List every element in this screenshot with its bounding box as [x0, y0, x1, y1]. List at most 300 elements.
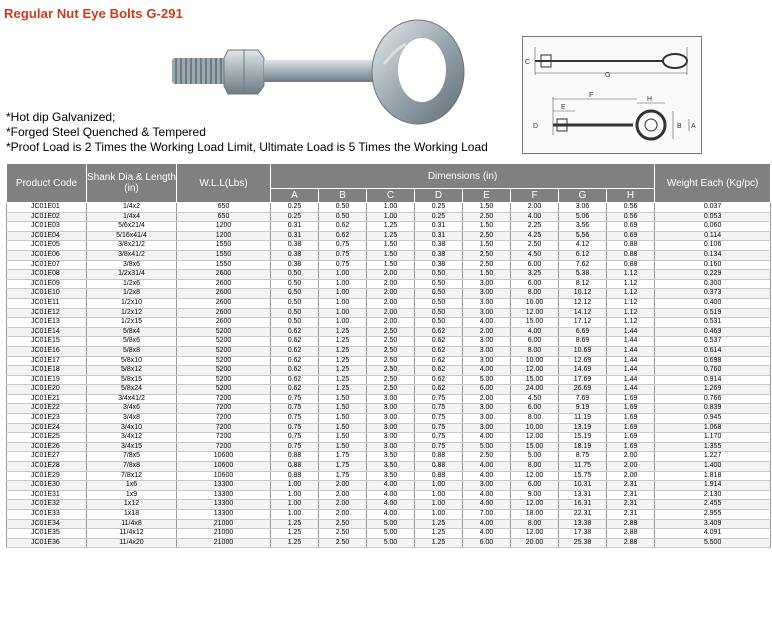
- table-cell: 0.88: [607, 260, 655, 270]
- table-cell: 10.12: [559, 289, 607, 299]
- table-cell: 650: [177, 203, 271, 213]
- table-cell: 1.00: [415, 500, 463, 510]
- table-cell: 5/8x6: [87, 337, 177, 347]
- table-cell: 13300: [177, 510, 271, 520]
- table-cell: 1.25: [319, 337, 367, 347]
- table-cell: 3.00: [463, 356, 511, 366]
- header-weight: Weight Each (Kg/pc): [655, 164, 771, 203]
- table-cell: 2.88: [607, 529, 655, 539]
- table-cell: 5/8x24: [87, 385, 177, 395]
- table-cell: 10600: [177, 462, 271, 472]
- table-cell: 1.00: [415, 481, 463, 491]
- table-cell: 15.19: [559, 433, 607, 443]
- table-cell: 1.69: [607, 404, 655, 414]
- table-cell: 3.00: [367, 394, 415, 404]
- table-cell: 1.12: [607, 289, 655, 299]
- table-cell: JC01E35: [7, 529, 87, 539]
- table-cell: 2.00: [463, 394, 511, 404]
- table-cell: 5.56: [559, 231, 607, 241]
- table-cell: 3.00: [367, 404, 415, 414]
- table-cell: 2.00: [367, 270, 415, 280]
- table-cell: 2.00: [319, 510, 367, 520]
- table-cell: 13300: [177, 481, 271, 491]
- table-cell: 0.229: [655, 270, 771, 280]
- table-cell: 0.50: [319, 212, 367, 222]
- table-cell: 1.25: [319, 356, 367, 366]
- table-cell: 2.50: [367, 385, 415, 395]
- table-cell: 0.62: [415, 356, 463, 366]
- table-cell: 0.300: [655, 279, 771, 289]
- table-cell: 0.75: [271, 433, 319, 443]
- table-cell: JC01E29: [7, 471, 87, 481]
- table-cell: 0.38: [271, 241, 319, 251]
- table-cell: 13.19: [559, 423, 607, 433]
- table-cell: 0.75: [415, 423, 463, 433]
- table-cell: 3.00: [463, 279, 511, 289]
- table-cell: JC01E36: [7, 538, 87, 548]
- table-cell: 0.88: [271, 452, 319, 462]
- table-row: [7, 423, 771, 433]
- table-cell: 5.00: [463, 375, 511, 385]
- table-cell: 2.50: [367, 346, 415, 356]
- table-cell: 3/4x10: [87, 423, 177, 433]
- table-row: [7, 404, 771, 414]
- table-cell: 0.75: [271, 414, 319, 424]
- table-cell: 5200: [177, 366, 271, 376]
- table-cell: 7.00: [463, 510, 511, 520]
- table-cell: 7200: [177, 394, 271, 404]
- table-cell: 3/4x12: [87, 433, 177, 443]
- table-cell: 3.00: [463, 308, 511, 318]
- table-cell: 1200: [177, 222, 271, 232]
- note-forged: *Forged Steel Quenched & Tempered: [6, 125, 206, 139]
- table-cell: 3.00: [367, 414, 415, 424]
- table-cell: 17.69: [559, 375, 607, 385]
- table-cell: 1.170: [655, 433, 771, 443]
- table-cell: 3/4x6: [87, 404, 177, 414]
- header-dim-d: D: [415, 189, 463, 203]
- table-cell: 3.00: [463, 423, 511, 433]
- table-cell: 14.69: [559, 366, 607, 376]
- table-cell: 0.62: [415, 337, 463, 347]
- dimension-drawing: [522, 36, 702, 154]
- table-row: [7, 203, 771, 213]
- table-cell: 0.060: [655, 222, 771, 232]
- table-cell: 3.00: [463, 298, 511, 308]
- table-cell: 4.00: [367, 481, 415, 491]
- table-row: [7, 442, 771, 452]
- table-cell: 1.00: [319, 289, 367, 299]
- header-wll: W.L.L(Lbs): [177, 164, 271, 203]
- table-row: [7, 490, 771, 500]
- table-cell: 2.50: [367, 366, 415, 376]
- table-cell: 0.50: [415, 289, 463, 299]
- table-cell: 1.69: [607, 394, 655, 404]
- table-row: [7, 452, 771, 462]
- table-cell: 3.25: [511, 270, 559, 280]
- table-cell: 2.88: [607, 538, 655, 548]
- table-cell: 1.69: [607, 442, 655, 452]
- table-cell: 0.62: [415, 375, 463, 385]
- table-cell: 0.160: [655, 260, 771, 270]
- table-cell: 1.44: [607, 327, 655, 337]
- table-cell: 7/8x5: [87, 452, 177, 462]
- table-cell: JC01E26: [7, 442, 87, 452]
- table-cell: 1.12: [607, 298, 655, 308]
- table-cell: JC01E14: [7, 327, 87, 337]
- table-cell: 0.114: [655, 231, 771, 241]
- table-cell: JC01E24: [7, 423, 87, 433]
- table-row: [7, 538, 771, 548]
- table-cell: 16.31: [559, 500, 607, 510]
- table-cell: 7/8x12: [87, 471, 177, 481]
- table-cell: 6.00: [463, 385, 511, 395]
- table-cell: 0.69: [607, 222, 655, 232]
- table-cell: 1.44: [607, 337, 655, 347]
- table-cell: 2.00: [463, 327, 511, 337]
- table-cell: 13.31: [559, 490, 607, 500]
- table-cell: JC01E22: [7, 404, 87, 414]
- eye-bolt-table: [6, 163, 771, 548]
- table-cell: 3.50: [367, 471, 415, 481]
- table-cell: 8.00: [511, 346, 559, 356]
- table-cell: 5200: [177, 346, 271, 356]
- table-cell: 1.50: [319, 423, 367, 433]
- table-cell: 2.25: [511, 222, 559, 232]
- header-dimensions: Dimensions (in): [271, 164, 655, 189]
- table-cell: 0.75: [271, 442, 319, 452]
- table-cell: 4.00: [463, 500, 511, 510]
- table-cell: 1.44: [607, 375, 655, 385]
- table-cell: 0.50: [271, 318, 319, 328]
- table-cell: 10600: [177, 452, 271, 462]
- table-cell: JC01E12: [7, 308, 87, 318]
- table-cell: 3/4x15: [87, 442, 177, 452]
- table-cell: 18.19: [559, 442, 607, 452]
- table-cell: 0.38: [415, 260, 463, 270]
- table-cell: 7200: [177, 442, 271, 452]
- table-cell: 0.50: [271, 308, 319, 318]
- table-cell: 1.25: [415, 519, 463, 529]
- table-row: [7, 366, 771, 376]
- table-cell: 17.38: [559, 529, 607, 539]
- table-cell: 2.50: [463, 250, 511, 260]
- table-row: [7, 318, 771, 328]
- table-cell: 7200: [177, 433, 271, 443]
- table-cell: 5.06: [559, 212, 607, 222]
- table-cell: 0.75: [319, 260, 367, 270]
- table-cell: 5200: [177, 327, 271, 337]
- table-cell: 5/8x15: [87, 375, 177, 385]
- table-cell: 0.62: [415, 346, 463, 356]
- header-dim-g: G: [559, 189, 607, 203]
- table-cell: 1.00: [271, 490, 319, 500]
- table-cell: 10.31: [559, 481, 607, 491]
- header-dim-c: C: [367, 189, 415, 203]
- table-cell: 2.00: [319, 490, 367, 500]
- table-cell: 650: [177, 212, 271, 222]
- table-row: [7, 260, 771, 270]
- table-cell: 1.69: [607, 423, 655, 433]
- table-cell: 5200: [177, 356, 271, 366]
- table-row: [7, 212, 771, 222]
- table-cell: 2.50: [463, 231, 511, 241]
- table-cell: 3/4x41/2: [87, 394, 177, 404]
- table-cell: 0.75: [271, 394, 319, 404]
- table-cell: 0.75: [415, 433, 463, 443]
- table-cell: 2600: [177, 289, 271, 299]
- table-cell: 0.88: [607, 241, 655, 251]
- table-cell: 6.69: [559, 327, 607, 337]
- table-cell: 1.50: [463, 203, 511, 213]
- table-cell: 0.75: [271, 423, 319, 433]
- table-cell: 12.00: [511, 366, 559, 376]
- table-cell: 1.69: [607, 433, 655, 443]
- table-cell: 4.00: [367, 490, 415, 500]
- table-cell: 7200: [177, 404, 271, 414]
- table-cell: 4.00: [463, 519, 511, 529]
- table-cell: 0.62: [271, 385, 319, 395]
- table-cell: 0.839: [655, 404, 771, 414]
- table-cell: 3.00: [367, 433, 415, 443]
- table-cell: 0.760: [655, 366, 771, 376]
- table-cell: 1/2x10: [87, 298, 177, 308]
- table-cell: 1.50: [367, 241, 415, 251]
- table-cell: 1.00: [271, 510, 319, 520]
- table-cell: 5.00: [367, 519, 415, 529]
- table-cell: 5/8x10: [87, 356, 177, 366]
- table-cell: 7.62: [559, 260, 607, 270]
- table-cell: 0.698: [655, 356, 771, 366]
- table-cell: 13300: [177, 490, 271, 500]
- table-cell: 5/16x41/4: [87, 231, 177, 241]
- table-cell: 0.62: [271, 375, 319, 385]
- table-cell: 1x9: [87, 490, 177, 500]
- table-cell: 0.469: [655, 327, 771, 337]
- table-cell: 0.88: [415, 462, 463, 472]
- page-title: Regular Nut Eye Bolts G-291: [4, 6, 183, 21]
- table-cell: 0.38: [271, 250, 319, 260]
- note-galvanized: *Hot dip Galvanized;: [6, 110, 116, 124]
- table-row: [7, 529, 771, 539]
- table-cell: JC01E28: [7, 462, 87, 472]
- table-cell: 0.50: [271, 270, 319, 280]
- table-cell: 3.50: [367, 452, 415, 462]
- table-cell: 2.50: [511, 241, 559, 251]
- table-cell: 1.44: [607, 356, 655, 366]
- table-row: [7, 433, 771, 443]
- header-dim-h: H: [607, 189, 655, 203]
- header-dim-e: E: [463, 189, 511, 203]
- table-cell: 1.12: [607, 308, 655, 318]
- table-cell: 1.25: [415, 529, 463, 539]
- table-cell: 2600: [177, 318, 271, 328]
- table-row: [7, 510, 771, 520]
- table-cell: 1.269: [655, 385, 771, 395]
- table-cell: 21000: [177, 519, 271, 529]
- table-cell: 0.945: [655, 414, 771, 424]
- table-cell: 6.00: [511, 260, 559, 270]
- table-cell: 10.00: [511, 423, 559, 433]
- table-cell: 1.00: [319, 298, 367, 308]
- table-cell: 1.50: [463, 270, 511, 280]
- table-cell: 3/8x6: [87, 260, 177, 270]
- header-dim-a: A: [271, 189, 319, 203]
- table-cell: 5/8x8: [87, 346, 177, 356]
- table-cell: 1.00: [415, 490, 463, 500]
- table-cell: 4.00: [463, 490, 511, 500]
- table-cell: 3.56: [559, 222, 607, 232]
- table-cell: 0.25: [271, 203, 319, 213]
- table-cell: 3.00: [463, 337, 511, 347]
- table-cell: 0.537: [655, 337, 771, 347]
- table-cell: 15.00: [511, 375, 559, 385]
- table-cell: 2.50: [367, 356, 415, 366]
- table-cell: 15.00: [511, 442, 559, 452]
- table-cell: 0.766: [655, 394, 771, 404]
- table-cell: 11/4x8: [87, 519, 177, 529]
- table-cell: 15.00: [511, 318, 559, 328]
- table-cell: 2.955: [655, 510, 771, 520]
- table-cell: JC01E08: [7, 270, 87, 280]
- table-cell: 0.50: [415, 318, 463, 328]
- table-cell: 4.00: [463, 433, 511, 443]
- table-cell: 1.25: [271, 529, 319, 539]
- table-cell: 1.00: [319, 308, 367, 318]
- table-cell: 2.00: [319, 500, 367, 510]
- table-cell: 5.00: [511, 452, 559, 462]
- table-row: [7, 375, 771, 385]
- table-cell: 1.00: [271, 500, 319, 510]
- table-cell: 1.25: [319, 385, 367, 395]
- table-row: [7, 481, 771, 491]
- table-cell: 2.50: [367, 327, 415, 337]
- table-row: [7, 231, 771, 241]
- table-cell: 0.25: [415, 203, 463, 213]
- table-cell: 0.50: [319, 203, 367, 213]
- table-cell: 12.00: [511, 529, 559, 539]
- table-cell: 2600: [177, 270, 271, 280]
- table-row: [7, 337, 771, 347]
- table-row: [7, 250, 771, 260]
- table-cell: 11/4x12: [87, 529, 177, 539]
- table-cell: JC01E01: [7, 203, 87, 213]
- table-cell: 25.38: [559, 538, 607, 548]
- table-cell: 1.25: [415, 538, 463, 548]
- table-cell: 0.62: [271, 356, 319, 366]
- table-cell: 4.00: [463, 471, 511, 481]
- table-cell: 4.00: [463, 318, 511, 328]
- table-cell: 6.00: [511, 404, 559, 414]
- table-cell: 7200: [177, 423, 271, 433]
- label-d: D: [533, 123, 539, 130]
- table-cell: 1x18: [87, 510, 177, 520]
- table-cell: 1.914: [655, 481, 771, 491]
- table-cell: 1.25: [271, 519, 319, 529]
- header-shank: Shank Dia.& Length (in): [87, 164, 177, 203]
- table-cell: 20.00: [511, 538, 559, 548]
- table-body: [7, 203, 771, 548]
- table-cell: 1.50: [319, 433, 367, 443]
- table-cell: 2.50: [463, 260, 511, 270]
- table-cell: 2.50: [367, 375, 415, 385]
- table-cell: 8.00: [511, 414, 559, 424]
- table-cell: 12.00: [511, 308, 559, 318]
- table-cell: 24.00: [511, 385, 559, 395]
- table-cell: 4.00: [463, 529, 511, 539]
- table-cell: 2.88: [607, 519, 655, 529]
- table-cell: 0.62: [319, 222, 367, 232]
- table-cell: 1.44: [607, 385, 655, 395]
- table-cell: 4.00: [367, 500, 415, 510]
- table-cell: 0.50: [271, 279, 319, 289]
- table-cell: 2.31: [607, 510, 655, 520]
- table-cell: 2.455: [655, 500, 771, 510]
- table-cell: 0.25: [415, 212, 463, 222]
- table-cell: 2600: [177, 279, 271, 289]
- table-cell: 4.00: [511, 327, 559, 337]
- table-cell: 5/6x21/4: [87, 222, 177, 232]
- table-cell: 12.69: [559, 356, 607, 366]
- table-cell: 4.00: [367, 510, 415, 520]
- table-cell: 0.053: [655, 212, 771, 222]
- table-cell: 17.12: [559, 318, 607, 328]
- table-cell: 1x12: [87, 500, 177, 510]
- table-cell: JC01E21: [7, 394, 87, 404]
- table-cell: 1.50: [463, 241, 511, 251]
- table-cell: 5.00: [367, 538, 415, 548]
- table-cell: 0.38: [271, 260, 319, 270]
- table-cell: 5200: [177, 337, 271, 347]
- table-cell: 1.227: [655, 452, 771, 462]
- table-cell: 14.12: [559, 308, 607, 318]
- table-cell: JC01E18: [7, 366, 87, 376]
- table-cell: 3.00: [463, 289, 511, 299]
- table-cell: 5/8x4: [87, 327, 177, 337]
- table-cell: 6.00: [463, 538, 511, 548]
- table-cell: 5200: [177, 385, 271, 395]
- table-cell: 1550: [177, 250, 271, 260]
- table-cell: 12.00: [511, 471, 559, 481]
- label-f: F: [589, 92, 594, 99]
- table-cell: 10.00: [511, 298, 559, 308]
- table-cell: 10600: [177, 471, 271, 481]
- notes: [6, 110, 488, 155]
- table-cell: 3/8x41/2: [87, 250, 177, 260]
- table-cell: 0.56: [607, 212, 655, 222]
- table-cell: 1.50: [367, 260, 415, 270]
- table-row: [7, 414, 771, 424]
- table-cell: 1.50: [319, 394, 367, 404]
- table-cell: 0.400: [655, 298, 771, 308]
- header-dim-b: B: [319, 189, 367, 203]
- table-cell: 1550: [177, 241, 271, 251]
- table-cell: 22.31: [559, 510, 607, 520]
- table-cell: 6.00: [511, 279, 559, 289]
- table-cell: 1.25: [319, 375, 367, 385]
- table-cell: 2.00: [367, 308, 415, 318]
- table-cell: 0.31: [271, 222, 319, 232]
- table-row: [7, 308, 771, 318]
- table-cell: 1.75: [319, 471, 367, 481]
- table-cell: 1.400: [655, 462, 771, 472]
- table-cell: 0.50: [415, 298, 463, 308]
- table-cell: 6.00: [511, 481, 559, 491]
- table-cell: 0.75: [271, 404, 319, 414]
- table-cell: 4.00: [463, 366, 511, 376]
- table-cell: JC01E15: [7, 337, 87, 347]
- table-cell: JC01E06: [7, 250, 87, 260]
